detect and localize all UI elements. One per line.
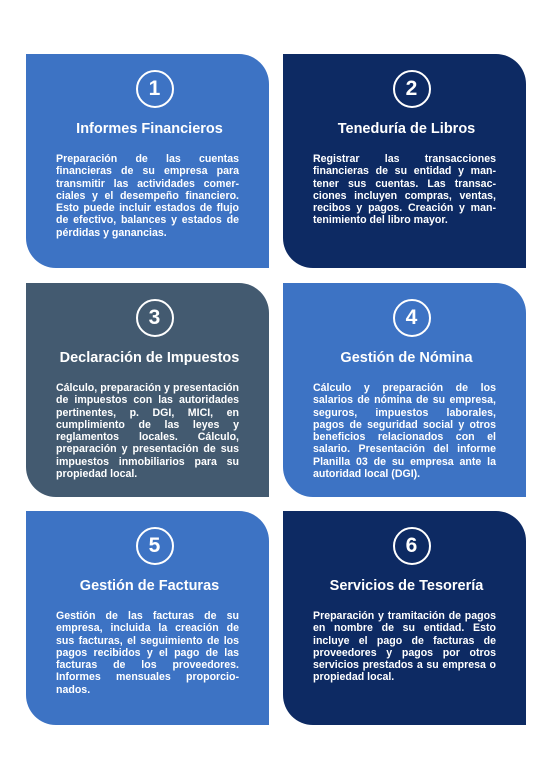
service-card-gestion-de-facturas [26,511,269,725]
card-title: Teneduría de Libros [337,121,476,137]
number-circle-icon: 1 [136,70,174,108]
service-card-servicios-de-tesoreria [283,511,526,725]
service-card-declaracion-de-impuestos [26,283,269,497]
number-circle-icon: 4 [393,299,431,337]
card-title: Informes Financieros [76,121,223,137]
number-circle-icon: 5 [136,527,174,565]
card-description: Preparación y tramitación de pagos en nombre de su entidad. Esto incluye el pago de facturas de proveedores y pagos por otros servicios prestados a su empresa o propiedad local. [313,610,496,684]
service-card-informes-financieros [26,54,269,268]
card-description: Cálculo y preparación de los salarios de nómina de su empresa, seguros, impuestos laborales, pagos de seguridad social y otros beneficios relacionados con el salario. Presentación del informe Planilla 03 de su empresa ante la autoridad local (DGI). [313,382,496,481]
card-description: Registrar las transacciones financieras de su entidad y mantener sus cuentas. Las transacciones incluyen compras, ventas, recibos y pagos. Creación y mantenimiento del libro mayor. [313,153,496,227]
number-circle-icon: 2 [393,70,431,108]
card-title: Declaración de Impuestos [59,350,240,366]
number-circle-icon: 6 [393,527,431,565]
card-title: Servicios de Tesorería [329,578,484,594]
card-description: Gestión de las facturas de su empresa, incluida la creación de sus facturas, el seguimiento de los pagos recibidos y el pago de las facturas de los proveedores. Informes mensuales proporcionados. [56,610,239,696]
service-card-teneduria-de-libros [283,54,526,268]
card-description: Preparación de las cuentas financieras de su empresa para transmitir las actividades comerciales y el desempeño financiero. Esto puede incluir estados de flujo de efectivo, balances y estados de pérdidas y ganancias. [56,153,239,239]
number-circle-icon: 3 [136,299,174,337]
card-title: Gestión de Nómina [340,350,473,366]
card-description: Cálculo, preparación y presentación de impuestos con las autoridades pertinentes, p. DGI, MICI, en cumplimiento de las leyes y reglamentos locales. Cálculo, preparación y presentación de sus impuestos inmobiliarios para su propiedad local. [56,382,239,481]
service-card-gestion-de-nomina [283,283,526,497]
card-title: Gestión de Facturas [79,578,220,594]
